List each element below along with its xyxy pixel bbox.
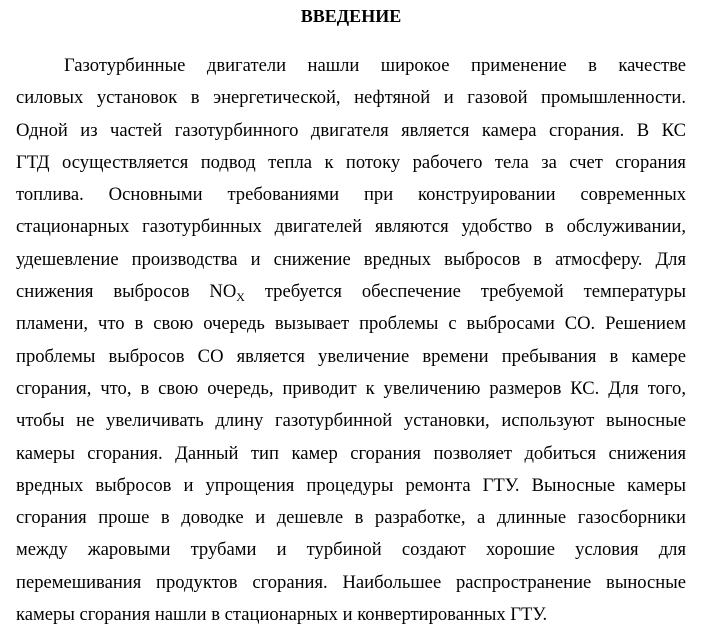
text-line-nox	[16, 276, 686, 308]
text-line: силовых установок в энергетической, нефтяной и газовой промышленности.	[16, 87, 686, 109]
nox-formula-main: NO	[209, 281, 237, 303]
paragraph-introduction	[16, 50, 686, 631]
nox-formula	[209, 281, 245, 305]
text-line: Газотурбинные двигатели нашли широкое применение в качестве	[64, 55, 686, 76]
nox-formula-subscript: X	[236, 290, 245, 305]
text-line: между жаровыми трубами и турбиной создают хорошие условия для	[16, 539, 686, 561]
text-line: пламени, что в свою очередь вызывает проблемы с выбросами CO. Решением	[16, 313, 686, 335]
text-line: перемешивания продуктов сгорания. Наибольшее распространение выносные	[16, 571, 686, 593]
text-line: удешевление производства и снижение вредных выбросов в атмосферу. Для	[16, 248, 686, 270]
text-segment: снижения выбросов	[16, 281, 190, 303]
text-line: сгорания, что, в свою очередь, приводит к увеличению размеров КС. Для того,	[16, 377, 686, 399]
text-line: топлива. Основными требованиями при конструировании современных	[16, 184, 686, 206]
text-line: Одной из частей газотурбинного двигателя является камера сгорания. В КС	[16, 119, 686, 141]
text-line: сгорания проше в доводке и дешевле в разработке, а длинные газосборники	[16, 507, 686, 529]
text-line: стационарных газотурбинных двигателей являются удобство в обслуживании,	[16, 216, 686, 238]
text-segment: требуется обеспечение требуемой температуры	[264, 281, 686, 303]
text-line: вредных выбросов и упрощения процедуры ремонта ГТУ. Выносные камеры	[16, 474, 686, 496]
text-line: проблемы выбросов CO является увеличение времени пребывания в камере	[16, 345, 686, 367]
text-line: ГТД осуществляется подвод тепла к потоку рабочего тела за счет сгорания	[16, 151, 686, 173]
section-heading: ВВЕДЕНИЕ	[300, 6, 402, 26]
text-line: камеры сгорания. Данный тип камер сгорания позволяет добиться снижения	[16, 442, 686, 464]
text-line: чтобы не увеличивать длину газотурбинной установки, используют выносные	[16, 410, 686, 432]
text-line: камеры сгорания нашли в стационарных и конвертированных ГТУ.	[16, 604, 548, 626]
document-page	[16, 0, 686, 631]
